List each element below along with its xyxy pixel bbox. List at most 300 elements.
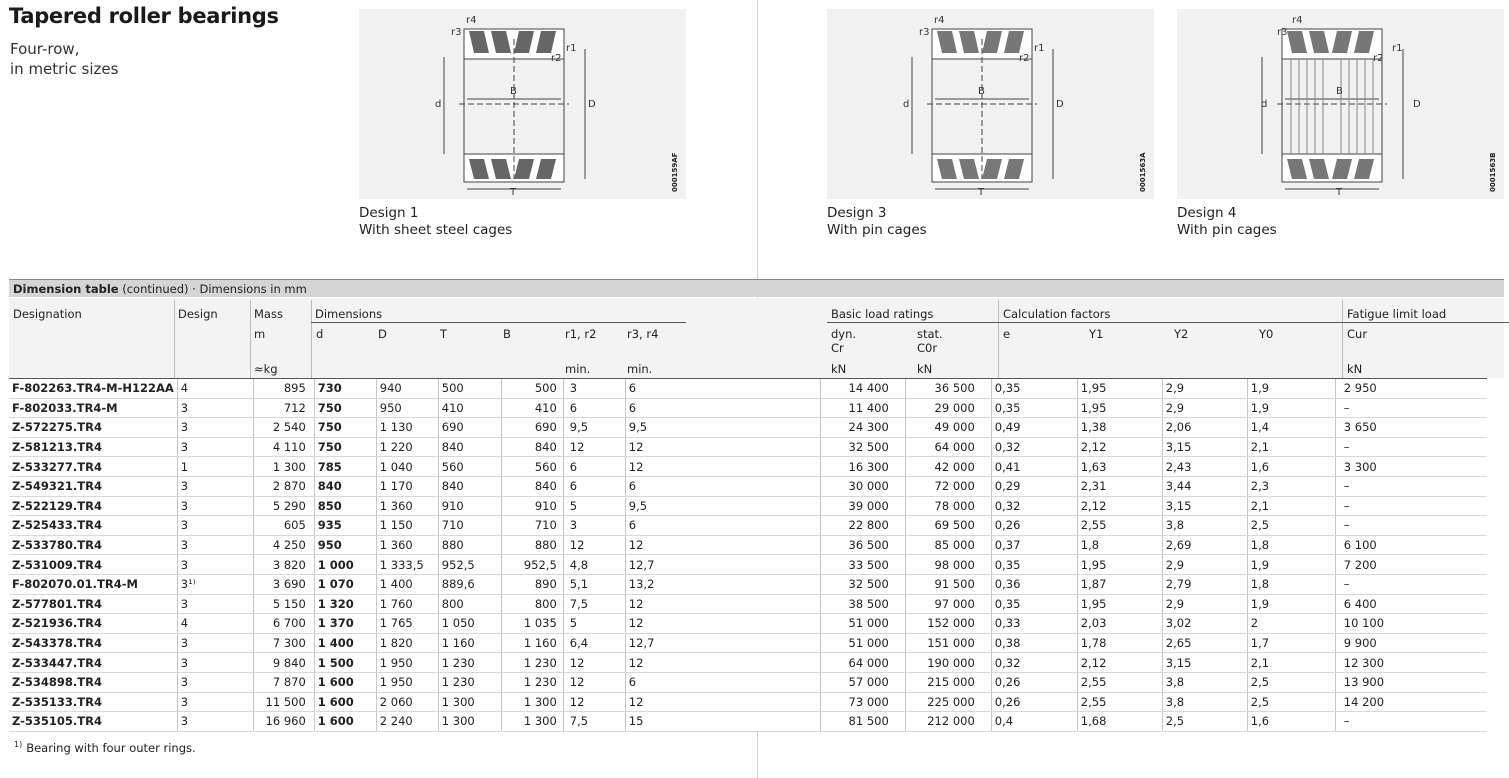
cell-r3-r4: 12	[625, 535, 684, 555]
cell-designation: Z-525433.TR4	[9, 516, 177, 536]
cell-T: 800	[438, 594, 501, 614]
figure-code-3: 0001563A	[1139, 152, 1147, 192]
cell-Y2: 2,79	[1162, 574, 1247, 594]
cell-dyn-Cr: 51 000	[820, 633, 905, 653]
column-gap	[684, 535, 820, 555]
table-row	[9, 457, 1487, 477]
cell-design: 3	[177, 633, 253, 653]
header-load-rule	[827, 322, 1509, 323]
cell-r3-r4: 12	[625, 614, 684, 634]
design-4-title: Design 4	[1177, 205, 1237, 221]
cell-d: 785	[314, 457, 376, 477]
cell-T: 840	[438, 437, 501, 457]
cell-D: 2 240	[376, 712, 438, 732]
cell-e: 0,38	[991, 633, 1077, 653]
column-gap	[684, 594, 820, 614]
cell-Y1: 2,12	[1077, 496, 1162, 516]
cell-dyn-Cr: 38 500	[820, 594, 905, 614]
cell-stat-C0r: 152 000	[905, 614, 991, 634]
cell-r1-r2: 6	[563, 398, 625, 418]
column-gap	[684, 574, 820, 594]
design-1-drawing	[359, 9, 686, 199]
cell-Y2: 3,8	[1162, 516, 1247, 536]
header-kN-3: kN	[1347, 362, 1363, 376]
header-r3-r4: r3, r4	[627, 327, 659, 341]
cell-Y2: 2,9	[1162, 398, 1247, 418]
cell-Y1: 2,12	[1077, 653, 1162, 673]
cell-dyn-Cr: 32 500	[820, 574, 905, 594]
cell-D: 1 760	[376, 594, 438, 614]
cell-d: 1 500	[314, 653, 376, 673]
cell-r1-r2: 12	[563, 672, 625, 692]
cell-Y2: 2,06	[1162, 418, 1247, 438]
cell-T: 1 160	[438, 633, 501, 653]
cell-design: 3	[177, 496, 253, 516]
cell-Y1: 1,63	[1077, 457, 1162, 477]
cell-stat-C0r: 29 000	[905, 398, 991, 418]
cell-e: 0,35	[991, 398, 1077, 418]
cell-designation: Z-572275.TR4	[9, 418, 177, 438]
cell-designation: F-802033.TR4-M	[9, 398, 177, 418]
column-gap	[684, 712, 820, 732]
cell-Y1: 2,31	[1077, 476, 1162, 496]
cell-B: 800	[501, 594, 563, 614]
label-r3: r3	[1277, 27, 1288, 38]
cell-mass: 6 700	[253, 614, 314, 634]
cell-e: 0,29	[991, 476, 1077, 496]
cell-Y0: 2,5	[1247, 692, 1335, 712]
cell-D: 1 400	[376, 574, 438, 594]
cell-D: 1 220	[376, 437, 438, 457]
cell-Cur: 9 900	[1335, 633, 1487, 653]
cell-design: 3	[177, 418, 253, 438]
header-mass-symbol: m	[254, 327, 266, 341]
cell-Y1: 2,03	[1077, 614, 1162, 634]
cell-e: 0,35	[991, 555, 1077, 575]
cell-r3-r4: 12,7	[625, 633, 684, 653]
header-separator	[1342, 300, 1343, 378]
cell-d: 1 400	[314, 633, 376, 653]
cell-design: 3	[177, 692, 253, 712]
header-calculation-factors: Calculation factors	[1003, 307, 1111, 321]
cell-Y0: 2,5	[1247, 672, 1335, 692]
cell-mass: 5 290	[253, 496, 314, 516]
label-r3: r3	[919, 27, 930, 38]
header-e: e	[1003, 327, 1011, 341]
cell-D: 1 820	[376, 633, 438, 653]
design-3-drawing	[827, 9, 1154, 199]
design-3-title: Design 3	[827, 205, 887, 221]
cell-Y2: 3,15	[1162, 437, 1247, 457]
cell-d: 1 320	[314, 594, 376, 614]
cell-D: 1 360	[376, 496, 438, 516]
header-designation: Designation	[13, 307, 82, 321]
cell-Cur: –	[1335, 712, 1487, 732]
cell-mass: 11 500	[253, 692, 314, 712]
cell-r1-r2: 6	[563, 457, 625, 477]
column-gap	[684, 496, 820, 516]
cell-designation: Z-535133.TR4	[9, 692, 177, 712]
cell-mass: 7 300	[253, 633, 314, 653]
cell-mass: 7 870	[253, 672, 314, 692]
cell-dyn-Cr: 30 000	[820, 476, 905, 496]
cell-D: 950	[376, 398, 438, 418]
table-row	[9, 574, 1487, 594]
column-gap	[684, 692, 820, 712]
header-min-1: min.	[565, 362, 591, 376]
cell-stat-C0r: 85 000	[905, 535, 991, 555]
cell-mass: 605	[253, 516, 314, 536]
table-row	[9, 614, 1487, 634]
cell-T: 500	[438, 379, 501, 399]
cell-dyn-Cr: 14 400	[820, 379, 905, 399]
cell-r3-r4: 15	[625, 712, 684, 732]
cell-B: 890	[501, 574, 563, 594]
cell-Y2: 3,02	[1162, 614, 1247, 634]
cell-Y2: 3,8	[1162, 692, 1247, 712]
cell-designation: Z-521936.TR4	[9, 614, 177, 634]
cell-stat-C0r: 215 000	[905, 672, 991, 692]
label-d: d	[1261, 99, 1268, 110]
header-separator	[250, 300, 251, 378]
cell-r3-r4: 6	[625, 476, 684, 496]
cell-Y1: 1,95	[1077, 594, 1162, 614]
cell-stat-C0r: 64 000	[905, 437, 991, 457]
cell-Y0: 1,8	[1247, 535, 1335, 555]
cell-stat-C0r: 72 000	[905, 476, 991, 496]
cell-r3-r4: 12,7	[625, 555, 684, 575]
cell-mass: 9 840	[253, 653, 314, 673]
cell-r1-r2: 7,5	[563, 712, 625, 732]
cell-stat-C0r: 36 500	[905, 379, 991, 399]
table-row	[9, 476, 1487, 496]
label-D: D	[1056, 99, 1064, 110]
cell-r3-r4: 12	[625, 594, 684, 614]
header-T: T	[440, 327, 448, 341]
cell-stat-C0r: 212 000	[905, 712, 991, 732]
cell-r1-r2: 5	[563, 496, 625, 516]
cell-designation: Z-549321.TR4	[9, 476, 177, 496]
cell-D: 2 060	[376, 692, 438, 712]
cell-stat-C0r: 69 500	[905, 516, 991, 536]
cell-Y0: 1,9	[1247, 594, 1335, 614]
cell-T: 840	[438, 476, 501, 496]
cell-Cur: 2 950	[1335, 379, 1487, 399]
cell-r1-r2: 6	[563, 476, 625, 496]
cell-r1-r2: 5,1	[563, 574, 625, 594]
label-T: T	[978, 187, 985, 198]
cell-e: 0,26	[991, 516, 1077, 536]
label-r1: r1	[566, 43, 577, 54]
label-r4: r4	[934, 15, 945, 26]
figure-code-1: 000159AF	[671, 152, 679, 192]
figure-code-4: 0001563B	[1489, 152, 1497, 192]
cell-d: 1 070	[314, 574, 376, 594]
cell-Y2: 2,43	[1162, 457, 1247, 477]
table-row	[9, 633, 1487, 653]
cell-designation: Z-533447.TR4	[9, 653, 177, 673]
cell-d: 1 600	[314, 672, 376, 692]
cell-D: 1 765	[376, 614, 438, 634]
cell-Cur: 14 200	[1335, 692, 1487, 712]
cell-Y1: 1,38	[1077, 418, 1162, 438]
cell-dyn-Cr: 32 500	[820, 437, 905, 457]
column-gap	[684, 653, 820, 673]
label-r2: r2	[551, 53, 562, 64]
design-1-caption	[359, 205, 512, 239]
cell-e: 0,49	[991, 418, 1077, 438]
header-dyn: dyn.	[831, 327, 857, 341]
cell-D: 1 170	[376, 476, 438, 496]
cell-B: 1 230	[501, 653, 563, 673]
cell-Y2: 2,9	[1162, 555, 1247, 575]
cell-design: 3	[177, 653, 253, 673]
cell-Cur: –	[1335, 398, 1487, 418]
label-d: d	[903, 99, 910, 110]
design-4-caption	[1177, 205, 1277, 239]
cell-design: 1	[177, 457, 253, 477]
header-stat: stat.	[917, 327, 943, 341]
cell-designation: Z-543378.TR4	[9, 633, 177, 653]
cell-d: 840	[314, 476, 376, 496]
cell-dyn-Cr: 51 000	[820, 614, 905, 634]
cell-T: 690	[438, 418, 501, 438]
cell-T: 1 300	[438, 692, 501, 712]
cell-design: 3	[177, 476, 253, 496]
cell-B: 1 230	[501, 672, 563, 692]
header-Cur: Cur	[1347, 327, 1368, 341]
column-gap	[684, 398, 820, 418]
cell-d: 1 370	[314, 614, 376, 634]
header-separator	[311, 300, 312, 378]
cell-mass: 4 110	[253, 437, 314, 457]
cell-D: 1 150	[376, 516, 438, 536]
cell-Y1: 1,87	[1077, 574, 1162, 594]
header-mass-unit: ≈kg	[254, 362, 278, 376]
cell-stat-C0r: 151 000	[905, 633, 991, 653]
label-r4: r4	[1292, 15, 1303, 26]
cell-Cur: 13 900	[1335, 672, 1487, 692]
table-row	[9, 496, 1487, 516]
header-Y2: Y2	[1174, 327, 1189, 341]
cell-Y1: 1,8	[1077, 535, 1162, 555]
cell-Cur: –	[1335, 437, 1487, 457]
bearing-section-drawing-3	[827, 9, 1154, 199]
cell-Y2: 2,69	[1162, 535, 1247, 555]
column-gap	[684, 379, 820, 399]
cell-mass: 1 300	[253, 457, 314, 477]
cell-T: 1 050	[438, 614, 501, 634]
design-1-description: With sheet steel cages	[359, 222, 513, 238]
cell-T: 952,5	[438, 555, 501, 575]
cell-designation: Z-522129.TR4	[9, 496, 177, 516]
cell-T: 710	[438, 516, 501, 536]
cell-Y0: 1,6	[1247, 712, 1335, 732]
cell-B: 1 160	[501, 633, 563, 653]
cell-Y0: 1,8	[1247, 574, 1335, 594]
cell-D: 1 333,5	[376, 555, 438, 575]
cell-designation: Z-577801.TR4	[9, 594, 177, 614]
cell-Y0: 1,9	[1247, 555, 1335, 575]
cell-dyn-Cr: 16 300	[820, 457, 905, 477]
cell-Cur: 12 300	[1335, 653, 1487, 673]
cell-r1-r2: 7,5	[563, 594, 625, 614]
cell-T: 1 300	[438, 712, 501, 732]
cell-Y1: 1,95	[1077, 398, 1162, 418]
cell-Y1: 2,55	[1077, 692, 1162, 712]
cell-design: 3	[177, 535, 253, 555]
label-d: d	[435, 99, 442, 110]
cell-design: 3	[177, 437, 253, 457]
cell-B: 500	[501, 379, 563, 399]
table-row	[9, 379, 1487, 399]
cell-mass: 2 540	[253, 418, 314, 438]
cell-designation: F-802070.01.TR4-M	[9, 574, 177, 594]
cell-Y0: 1,9	[1247, 398, 1335, 418]
design-1-title: Design 1	[359, 205, 419, 221]
cell-stat-C0r: 91 500	[905, 574, 991, 594]
cell-Y1: 2,55	[1077, 672, 1162, 692]
column-gap	[684, 516, 820, 536]
cell-B: 690	[501, 418, 563, 438]
cell-Y2: 3,44	[1162, 476, 1247, 496]
dimension-table-heading-bold: Dimension table	[13, 282, 119, 296]
cell-B: 1 300	[501, 692, 563, 712]
cell-r3-r4: 9,5	[625, 418, 684, 438]
cell-Cur: –	[1335, 516, 1487, 536]
cell-mass: 895	[253, 379, 314, 399]
cell-T: 889,6	[438, 574, 501, 594]
header-separator	[998, 300, 999, 378]
header-B: B	[503, 327, 511, 341]
cell-B: 840	[501, 476, 563, 496]
cell-Y2: 2,65	[1162, 633, 1247, 653]
cell-stat-C0r: 97 000	[905, 594, 991, 614]
cell-designation: Z-535105.TR4	[9, 712, 177, 732]
cell-Cur: 6 400	[1335, 594, 1487, 614]
table-row	[9, 712, 1487, 732]
cell-stat-C0r: 98 000	[905, 555, 991, 575]
cell-D: 1 040	[376, 457, 438, 477]
cell-Cur: –	[1335, 476, 1487, 496]
cell-r1-r2: 6,4	[563, 633, 625, 653]
footnote-text: Bearing with four outer rings.	[26, 741, 196, 755]
cell-r3-r4: 12	[625, 653, 684, 673]
dimension-table-header	[9, 298, 1504, 378]
cell-B: 410	[501, 398, 563, 418]
header-separator	[174, 300, 175, 378]
cell-r1-r2: 3	[563, 516, 625, 536]
cell-Y2: 2,9	[1162, 379, 1247, 399]
cell-D: 1 130	[376, 418, 438, 438]
cell-r3-r4: 6	[625, 379, 684, 399]
label-T: T	[510, 187, 517, 198]
header-C0r: C0r	[917, 341, 938, 355]
cell-d: 750	[314, 437, 376, 457]
footnote-mark: 1)	[14, 740, 23, 749]
label-r4: r4	[466, 15, 477, 26]
cell-Cur: –	[1335, 574, 1487, 594]
cell-dyn-Cr: 64 000	[820, 653, 905, 673]
cell-B: 1 300	[501, 712, 563, 732]
cell-T: 560	[438, 457, 501, 477]
cell-B: 952,5	[501, 555, 563, 575]
cell-r3-r4: 12	[625, 437, 684, 457]
cell-e: 0,35	[991, 594, 1077, 614]
subtitle-line-2: in metric sizes	[10, 60, 119, 78]
cell-e: 0,26	[991, 692, 1077, 712]
label-B: B	[510, 86, 517, 97]
table-row	[9, 555, 1487, 575]
cell-mass: 2 870	[253, 476, 314, 496]
cell-mass: 16 960	[253, 712, 314, 732]
label-T: T	[1336, 187, 1343, 198]
cell-design: 3	[177, 398, 253, 418]
cell-Cur: –	[1335, 496, 1487, 516]
cell-T: 1 230	[438, 672, 501, 692]
column-gap	[684, 614, 820, 634]
cell-design: 3¹⁾	[177, 574, 253, 594]
cell-r1-r2: 12	[563, 437, 625, 457]
cell-e: 0,37	[991, 535, 1077, 555]
table-row	[9, 672, 1487, 692]
cell-dyn-Cr: 11 400	[820, 398, 905, 418]
cell-d: 1 600	[314, 712, 376, 732]
cell-dyn-Cr: 57 000	[820, 672, 905, 692]
cell-T: 410	[438, 398, 501, 418]
design-3-description: With pin cages	[827, 222, 927, 238]
cell-D: 1 950	[376, 672, 438, 692]
cell-dyn-Cr: 39 000	[820, 496, 905, 516]
cell-design: 3	[177, 555, 253, 575]
cell-D: 1 360	[376, 535, 438, 555]
cell-T: 910	[438, 496, 501, 516]
design-3-caption	[827, 205, 927, 239]
cell-Cur: 10 100	[1335, 614, 1487, 634]
cell-dyn-Cr: 22 800	[820, 516, 905, 536]
header-design: Design	[178, 307, 218, 321]
cell-Y2: 3,15	[1162, 653, 1247, 673]
label-B: B	[978, 86, 985, 97]
cell-Y2: 2,5	[1162, 712, 1247, 732]
cell-B: 560	[501, 457, 563, 477]
cell-e: 0,41	[991, 457, 1077, 477]
label-r1: r1	[1034, 43, 1045, 54]
column-gap	[684, 555, 820, 575]
column-gap	[684, 633, 820, 653]
table-row	[9, 437, 1487, 457]
header-kN-2: kN	[917, 362, 933, 376]
label-D: D	[1413, 99, 1421, 110]
cell-d: 1 000	[314, 555, 376, 575]
cell-dyn-Cr: 24 300	[820, 418, 905, 438]
cell-Y2: 3,15	[1162, 496, 1247, 516]
cell-Cur: 6 100	[1335, 535, 1487, 555]
cell-d: 850	[314, 496, 376, 516]
cell-designation: F-802263.TR4-M-H122AA	[9, 379, 177, 399]
cell-mass: 4 250	[253, 535, 314, 555]
table-row	[9, 594, 1487, 614]
header-Y1: Y1	[1089, 327, 1104, 341]
label-r2: r2	[1019, 53, 1030, 64]
column-gap	[684, 418, 820, 438]
cell-T: 880	[438, 535, 501, 555]
cell-e: 0,4	[991, 712, 1077, 732]
cell-r1-r2: 12	[563, 692, 625, 712]
cell-Y0: 2,3	[1247, 476, 1335, 496]
header-mass: Mass	[254, 307, 283, 321]
cell-design: 4	[177, 379, 253, 399]
